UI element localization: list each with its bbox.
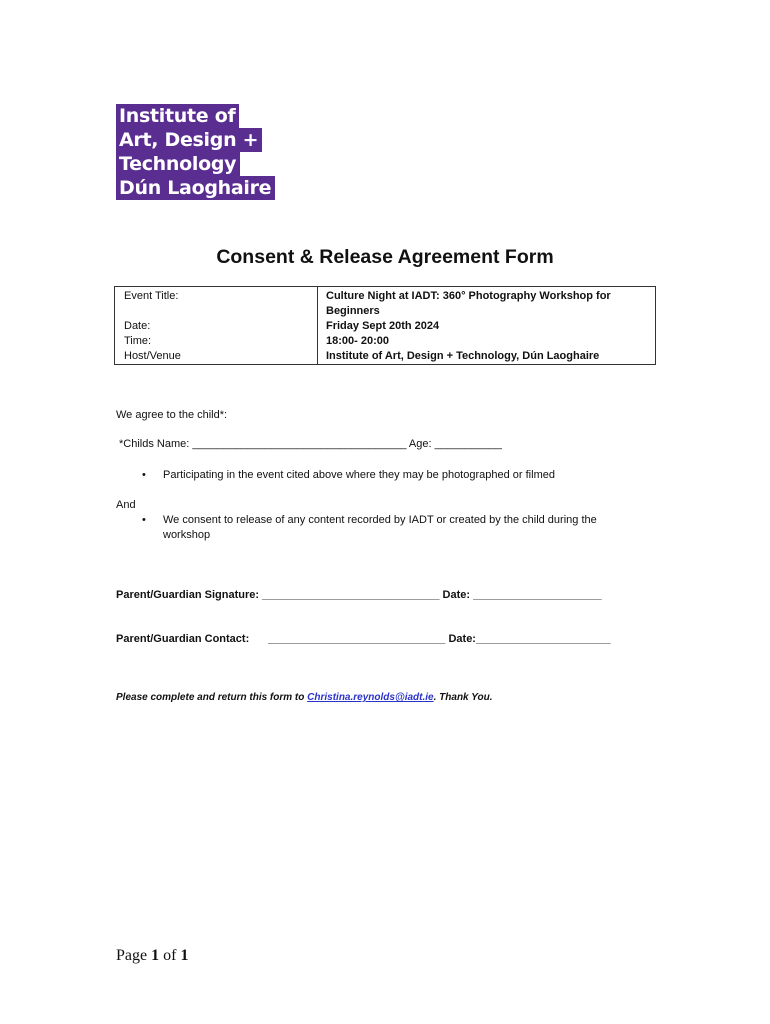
bullet-consent-line-1: We consent to release of any content recorded by IADT or created by the child during the [163, 514, 597, 526]
iadt-logo [116, 104, 275, 200]
bullet-icon: • [142, 514, 146, 526]
logo-line-2: Art, Design + [116, 128, 262, 152]
event-date-value: Friday Sept 20th 2024 [317, 319, 655, 334]
page-word: Page [116, 947, 152, 964]
and-text: And [116, 499, 136, 511]
current-page: 1 [151, 947, 160, 964]
event-title-value: Culture Night at IADT: 360° Photography Workshop for Beginners [317, 287, 655, 319]
guardian-signature-field[interactable]: Parent/Guardian Signature: _____________________________ Date: _____________________ [116, 589, 602, 601]
bullet-participation: Participating in the event cited above where they may be photographed or filmed [163, 469, 555, 481]
event-row-venue [115, 349, 655, 364]
event-time-label: Time: [124, 335, 152, 347]
logo-line-3: Technology [116, 152, 240, 176]
page-title: Consent & Release Agreement Form [216, 246, 554, 268]
event-row-title [115, 287, 655, 319]
logo-line-1: Institute of [116, 104, 239, 128]
page-number-footer [116, 947, 188, 965]
child-name-age-field[interactable]: *Childs Name: ___________________________________ Age: ___________ [119, 438, 502, 450]
event-time-value: 18:00- 20:00 [317, 334, 655, 349]
return-note-prefix: Please complete and return this form to [116, 692, 308, 703]
event-date-label: Date: [124, 320, 151, 332]
event-details-table [114, 286, 656, 365]
event-title-label: Event Title: [124, 290, 179, 302]
event-row-date [115, 319, 655, 334]
agree-intro: We agree to the child*: [116, 409, 228, 421]
logo-line-4: Dún Laoghaire [116, 176, 275, 200]
email-link[interactable]: Christina.reynolds@iadt.ie [307, 692, 434, 703]
return-note-suffix: . Thank You. [433, 692, 493, 703]
event-venue-label: Host/Venue [124, 350, 181, 362]
return-note [116, 692, 493, 703]
guardian-contact-field[interactable]: _____________________________ Date:______________________ [268, 633, 611, 645]
event-row-time [115, 334, 655, 349]
of-word: of [159, 947, 181, 964]
total-pages: 1 [180, 947, 189, 964]
event-venue-value: Institute of Art, Design + Technology, Dún Laoghaire [317, 349, 655, 364]
bullet-icon: • [142, 469, 146, 481]
bullet-consent-line-2: workshop [163, 529, 211, 541]
guardian-contact-label: Parent/Guardian Contact: [116, 633, 250, 645]
